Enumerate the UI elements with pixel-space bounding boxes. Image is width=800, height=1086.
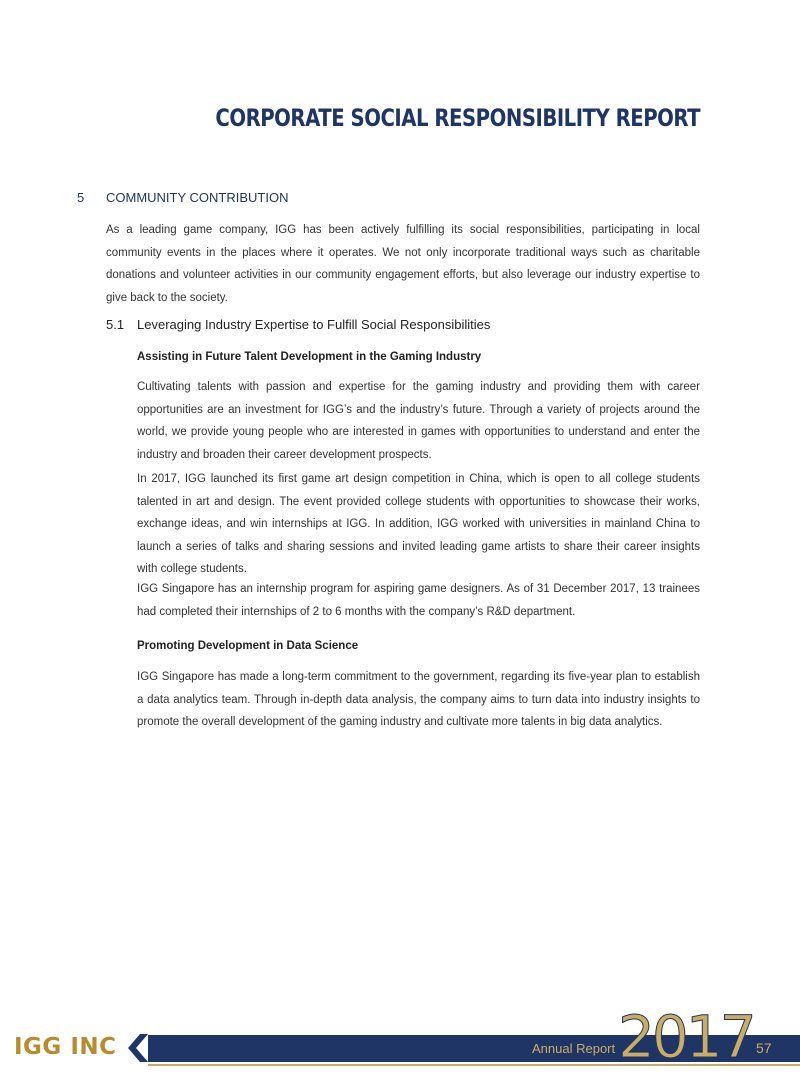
subsection-title: Leveraging Industry Expertise to Fulfill Social Responsibilities [137,317,491,332]
data-science-paragraph: IGG Singapore has made a long-term commitment to the government, regarding its five-year plan to establish a data analytics team. Through in-depth data analysis, the company aims to turn data into industry insights to promote the overall development of the gaming industry and cultivate more talents in big data analytics. [137,671,700,728]
subsection-number: 5.1 [106,317,125,332]
page-number: 57 [756,1040,772,1056]
talent-paragraph: Cultivating talents with passion and expertise for the gaming industry and providing them with career opportunities are an investment for IGG’s and the industry’s future. Through a variety of projects around the world, we provide young people who are interested in games with opportunities to understand and enter the industry and broaden their career development prospects. [137,381,700,461]
section-heading [77,190,288,205]
data-science-heading: Promoting Development in Data Science [137,640,359,652]
talent-paragraph: IGG Singapore has an internship program for aspiring game designers. As of 31 December 2017, 13 trainees had completed their internships of 2 to 6 months with the company’s R&D department. [137,583,700,618]
section-intro: As a leading game company, IGG has been actively fulfilling its social responsibilities, participating in local community events in the places where it operates. We not only incorporate traditional ways such as charitable donations and volunteer activities in our community engagement efforts, but also leverage our industry expertise to give back to the society. [106,224,700,304]
report-year: 2017 [618,1003,754,1071]
talent-heading: Assisting in Future Talent Development in the Gaming Industry [137,351,482,363]
subsection-heading [106,317,490,332]
annual-report-label: Annual Report [532,1041,616,1056]
chevron-left-icon [126,1034,150,1062]
section-number: 5 [77,190,85,205]
talent-paragraph: In 2017, IGG launched its first game art design competition in China, which is open to all college students talented in art and design. The event provided college students with opportunities to showcase their works, exchange ideas, and win internships at IGG. In addition, IGG worked with universities in mainland China to launch a series of talks and sharing sessions and invited leading game artists to share their career insights with college students. [137,473,700,575]
section-title: COMMUNITY CONTRIBUTION [106,190,289,205]
page-title: CORPORATE SOCIAL RESPONSIBILITY REPORT [215,104,700,132]
company-logo: IGG INC [14,1034,117,1060]
